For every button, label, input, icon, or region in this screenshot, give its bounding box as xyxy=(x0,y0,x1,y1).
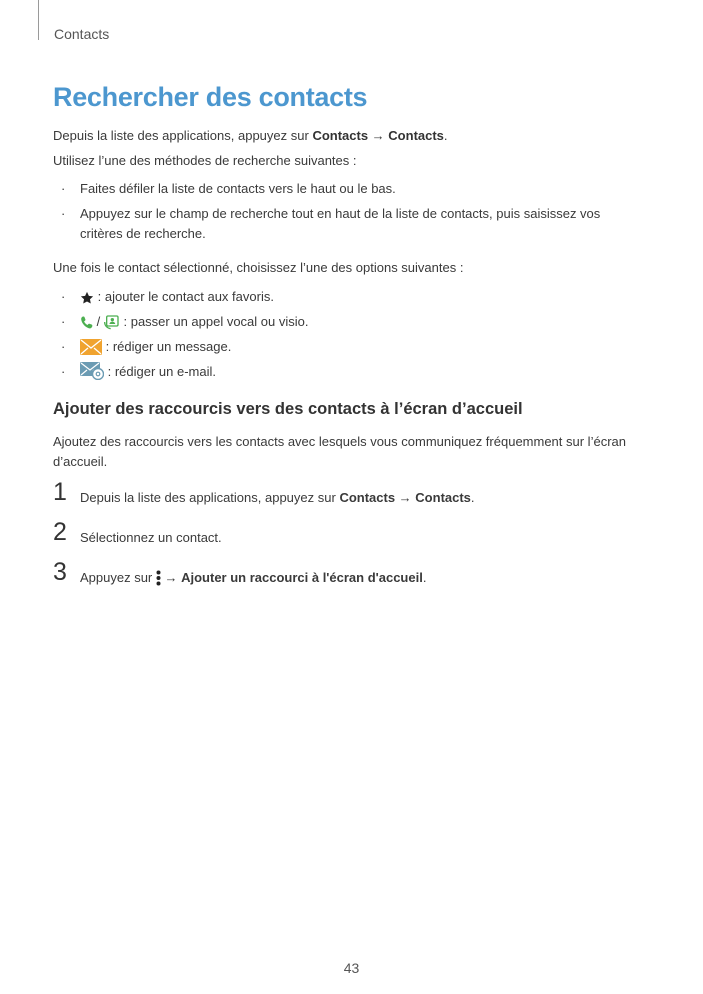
list-item: · Appuyez sur le champ de recherche tout en haut de la liste de contacts, puis saisissez vos critères de recherche. xyxy=(61,206,601,241)
option-email: · : rédiger un e-mail. xyxy=(61,364,217,379)
option-text: : ajouter le contact aux favoris. xyxy=(97,289,274,304)
step-number: 2 xyxy=(53,518,67,546)
option-message: · : rédiger un message. xyxy=(61,339,232,354)
header-rule xyxy=(38,0,39,40)
page-title: Rechercher des contacts xyxy=(53,82,368,112)
page-number: 43 xyxy=(343,960,360,976)
list-item-text: Faites défiler la liste de contacts vers le haut ou le bas. xyxy=(80,181,396,196)
list-item-text: Appuyez sur le champ de recherche tout en haut de la liste de contacts, puis saisissez vos critères de recherche. xyxy=(80,206,601,241)
section-heading: Ajouter des raccourcis vers des contacts à l’écran d’accueil xyxy=(53,400,523,418)
email-icon xyxy=(80,362,104,380)
step-text: Sélectionnez un contact. xyxy=(80,530,222,545)
step-number: 1 xyxy=(53,478,67,506)
video-call-icon xyxy=(104,314,120,330)
option-text: : passer un appel vocal ou visio. xyxy=(123,314,309,329)
period: . xyxy=(443,128,448,143)
separator: / xyxy=(96,314,104,329)
intro-text: Depuis la liste des applications, appuyez sur xyxy=(53,128,313,143)
star-icon xyxy=(80,291,94,305)
envelope-icon xyxy=(80,339,102,355)
intro-bold-contacts-2: Contacts xyxy=(388,128,444,143)
section-intro: Ajoutez des raccourcis vers les contacts avec lesquels vous communiquez fréquemment sur l’écran d’accueil. xyxy=(53,434,626,469)
step-text: Depuis la liste des applications, appuyez sur Contacts → Contacts. xyxy=(80,490,475,505)
running-head: Contacts xyxy=(54,26,110,42)
list-item: · Faites défiler la liste de contacts vers le haut ou le bas. xyxy=(61,181,396,196)
step-number: 3 xyxy=(53,558,67,586)
arrow: → xyxy=(368,128,389,143)
option-text: : rédiger un message. xyxy=(105,339,232,354)
option-text: : rédiger un e-mail. xyxy=(107,364,217,379)
options-intro: Une fois le contact sélectionné, choisissez l’une des options suivantes : xyxy=(53,260,464,275)
phone-icon xyxy=(80,315,93,330)
step-text: Appuyez sur → Ajouter un raccourci à l'écran d'accueil. xyxy=(80,570,427,585)
intro-line-2: Utilisez l’une des méthodes de recherche suivantes : xyxy=(53,153,357,168)
option-call: · / : passer un appel vocal ou visio. xyxy=(61,314,309,329)
intro-bold-contacts: Contacts xyxy=(312,128,369,143)
intro-line-1 xyxy=(53,126,653,146)
option-favorite: · : ajouter le contact aux favoris. xyxy=(61,289,274,304)
